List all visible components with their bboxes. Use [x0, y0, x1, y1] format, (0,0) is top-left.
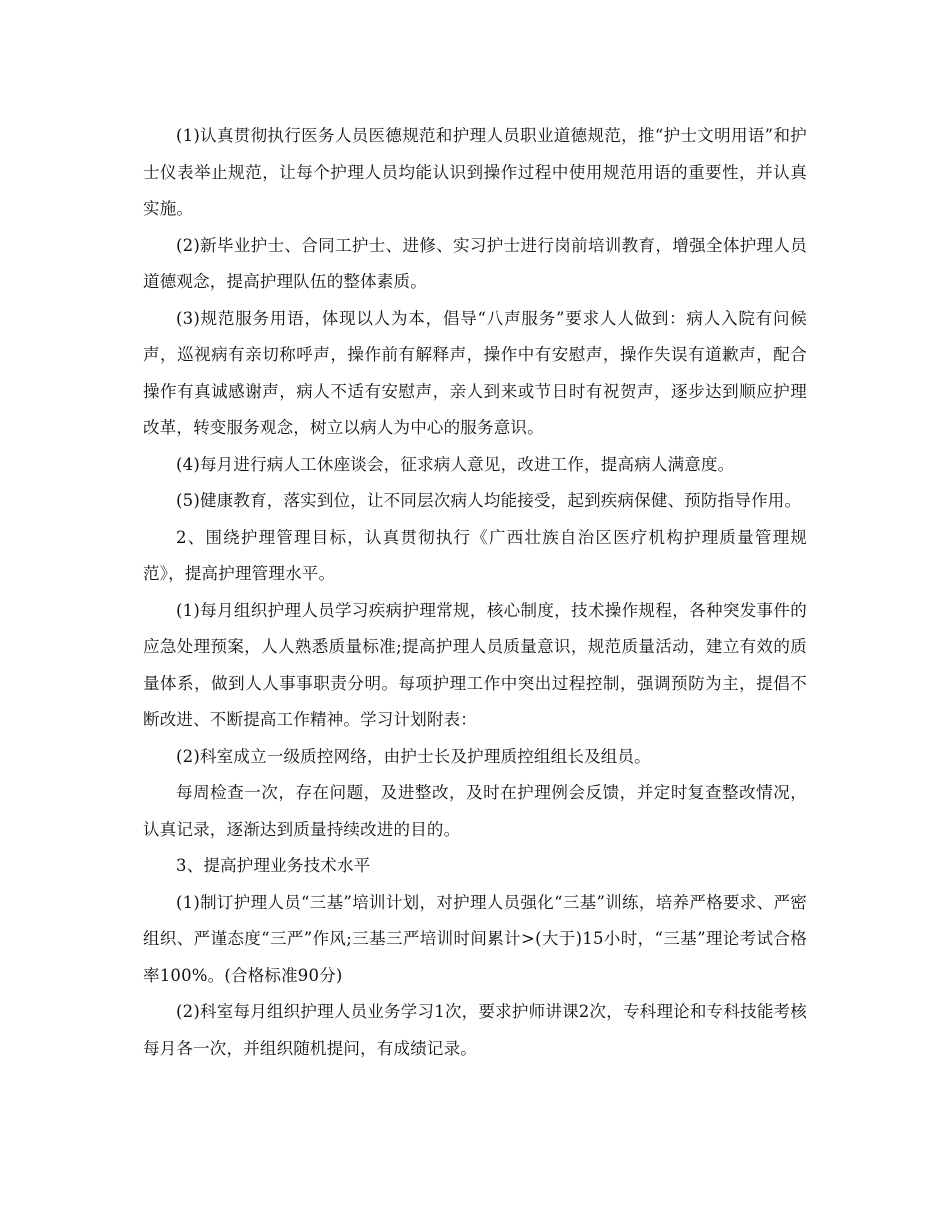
- paragraph-5: (5)健康教育，落实到位，让不同层次病人均能接受，起到疾病保健、预防指导作用。: [176, 491, 802, 510]
- paragraph-9: 每周检查一次，存在问题，及进整改，及时在护理例会反馈，并定时复查整改情况，认真记录，逐渐达到质量持续改进的目的。: [143, 783, 807, 839]
- paragraph-3: (3)规范服务用语，体现以人为本，倡导“八声服务”要求人人做到：病人入院有问候声，巡视病有亲切称呼声，操作前有解释声，操作中有安慰声，操作失误有道歉声，配合操作有真诚感谢声，病人不适有安慰声，亲人到来或节日时有祝贺声，逐步达到顺应护理改革，转变服务观念，树立以病人为中心的服务意识。: [143, 308, 807, 437]
- paragraph-7: (1)每月组织护理人员学习疾病护理常规，核心制度，技术操作规程，各种突发事件的应急处理预案，人人熟悉质量标准;提高护理人员质量意识，规范质量活动，建立有效的质量体系，做到人人事事职责分明。每项护理工作中突出过程控制，强调预防为主，提倡不断改进、不断提高工作精神。学习计划附表：: [143, 600, 807, 729]
- paragraph-4: (4)每月进行病人工休座谈会，征求病人意见，改进工作，提高病人满意度。: [176, 454, 735, 474]
- section-heading-3: 3、提高护理业务技术水平: [176, 856, 371, 875]
- paragraph-8: (2)科室成立一级质控网络，由护士长及护理质控组组长及组员。: [176, 746, 651, 766]
- document-body: [143, 118, 807, 1067]
- paragraph-11: (1)制订护理人员“三基”培训计划，对护理人员强化“三基”训练，培养严格要求、严密组织、严谨态度“三严”作风;三基三严培训时间累计>(大于)15小时，“三基”理论考试合格率100%。(合格标准90分): [143, 892, 807, 985]
- paragraph-1: (1)认真贯彻执行医务人员医德规范和护理人员职业道德规范，推“护士文明用语”和护士仪表举止规范，让每个护理人员均能认识到操作过程中使用规范用语的重要性，并认真实施。: [143, 126, 807, 218]
- paragraph-12: (2)科室每月组织护理人员业务学习1次，要求护师讲课2次，专科理论和专科技能考核每月各一次，并组织随机提问，有成绩记录。: [143, 1002, 807, 1058]
- section-heading-2: 2、围绕护理管理目标，认真贯彻执行《广西壮族自治区医疗机构护理质量管理规范》，提高护理管理水平。: [143, 527, 807, 583]
- paragraph-2: (2)新毕业护士、合同工护士、进修、实习护士进行岗前培训教育，增强全体护理人员道德观念，提高护理队伍的整体素质。: [143, 235, 807, 291]
